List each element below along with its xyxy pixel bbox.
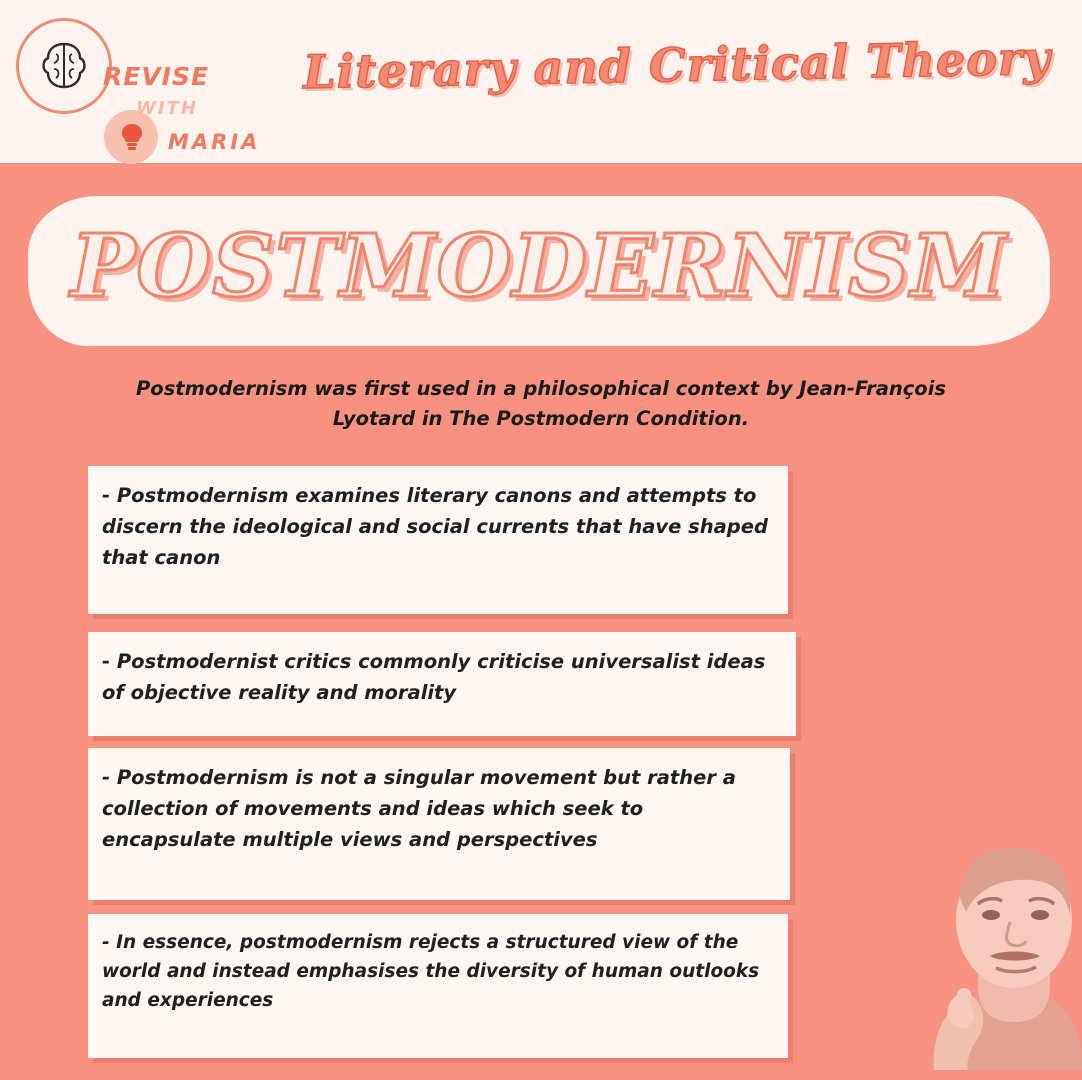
header-band <box>0 0 1082 163</box>
brand-name-revise: REVISE <box>103 62 210 91</box>
brand-name-maria: MARIA <box>168 130 261 154</box>
lightbulb-icon <box>118 122 146 152</box>
fact-card <box>88 748 790 900</box>
fact-card-text: - Postmodernism is not a singular movement but rather a collection of movements and ideas which seek to encapsulate multiple views and perspectives <box>102 766 736 851</box>
fact-card-text: - Postmodernist critics commonly criticise universalist ideas of objective reality and morality <box>102 650 766 704</box>
brain-icon <box>34 36 94 96</box>
intro-text: Postmodernism was first used in a philosophical context by Jean-François Lyotard in The Postmodern Condition. <box>136 377 946 430</box>
page-title: POSTMODERNISM <box>70 216 1008 317</box>
brand-name-with: WITH <box>136 98 198 119</box>
fact-card <box>88 466 788 614</box>
portrait-image <box>782 770 1082 1080</box>
brand-logo <box>8 10 308 160</box>
fact-card-text: - In essence, postmodernism rejects a structured view of the world and instead emphasises the diversity of human outlooks and experiences <box>102 932 760 1011</box>
fact-card <box>88 914 788 1058</box>
fact-card <box>88 632 796 736</box>
header-title: Literary and Critical Theory <box>302 30 1052 100</box>
fact-card-text: - Postmodernism examines literary canons and attempts to discern the ideological and social currents that have shaped that canon <box>102 484 768 569</box>
